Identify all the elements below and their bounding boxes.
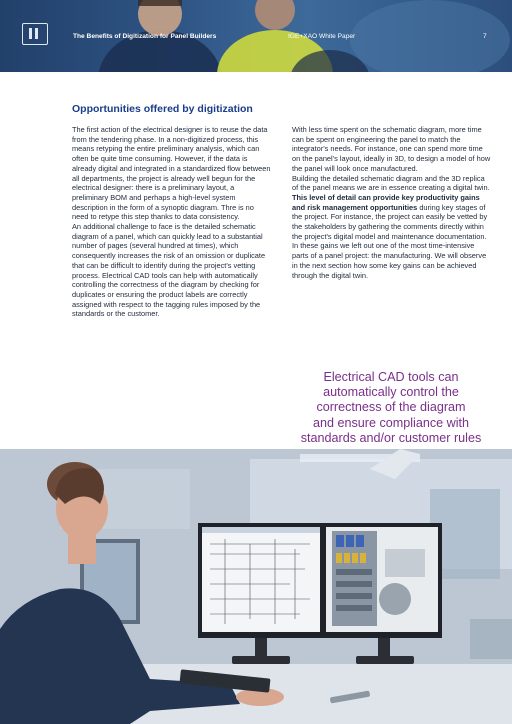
pull-quote-line-1: Electrical CAD tools can bbox=[323, 370, 459, 384]
photo-illustration bbox=[0, 449, 512, 724]
header-document-name: IGE+XAO White Paper bbox=[288, 33, 356, 40]
pull-quote bbox=[288, 370, 494, 446]
pull-quote-line-2: automatically control the bbox=[323, 385, 459, 400]
document-logo-icon bbox=[22, 23, 48, 45]
right-paragraph-1: With less time spent on the schematic diagram, more time can be spent on engineering the panel to match the integrator's needs. For instance, one can spend more time on the panel's layout, ideally in 3D, to design a model of how the panel will look once manufactured. bbox=[292, 125, 491, 173]
page-header bbox=[0, 0, 512, 72]
pull-quote-line-5: standards and/or customer rules bbox=[300, 430, 482, 445]
engineer-workstation-photo bbox=[0, 449, 512, 724]
left-column bbox=[72, 125, 271, 319]
right-paragraph-3: In these gains we left out one of the most time-intensive parts of a panel project: the manufacturing. We will observe in the next section how some key gains can be achieved through the digital twin. bbox=[292, 241, 487, 280]
section-title: Opportunities offered by digitization bbox=[72, 103, 253, 115]
right-paragraph-2-highlight: This level of detail can provide key productivity gains and risk management opportunities bbox=[292, 192, 480, 212]
right-paragraph-2-start: Building the detailed schematic diagram and the 3D replica of the panel means we are in essence creating a digital twin. bbox=[292, 173, 490, 193]
pull-quote-line-4: and ensure compliance with bbox=[312, 415, 470, 430]
header-title: The Benefits of Digitization for Panel Builders bbox=[73, 33, 217, 40]
left-paragraph-2: An additional challenge to face is the detailed schematic diagram of a panel, which can quickly lead to a substantial number of pages (several hundred at times), which consequently increases the risk of an omission or duplicate that can be difficult to identify during the project's vetting process. Electrical CAD tools can help with automatically controlling the correctness of the diagram by checking for duplicates or ensuring the product labels are correctly assigned with respect to the tagging rules imposed by the standards or the customer. bbox=[72, 222, 266, 319]
right-column bbox=[292, 125, 491, 280]
right-paragraph-2 bbox=[292, 174, 491, 242]
right-paragraph-2-end: during key stages of the project. For instance, the project can easily be vetted by the stakeholders by gathering the comments directly within the project's digital model and maintenance documentation. bbox=[292, 202, 488, 241]
page-number: 7 bbox=[483, 33, 487, 40]
left-paragraph-1: The first action of the electrical designer is to reuse the data from the tendering phase. In a non-digitized process, this means retyping the entire preliminary analysis, which can often be quite time consuming. However, if the data is already digital and integrated in a standardized flow between all departments, the project is already well begun for the electrical designer: there is a preliminary layout, a preliminary BOM and perhaps a high-level system description in the form of a synoptic diagram. Thre is no need to retype this step thanks to data consistency. bbox=[72, 125, 271, 222]
pull-quote-line-3: correctness of the diagram bbox=[316, 400, 466, 415]
